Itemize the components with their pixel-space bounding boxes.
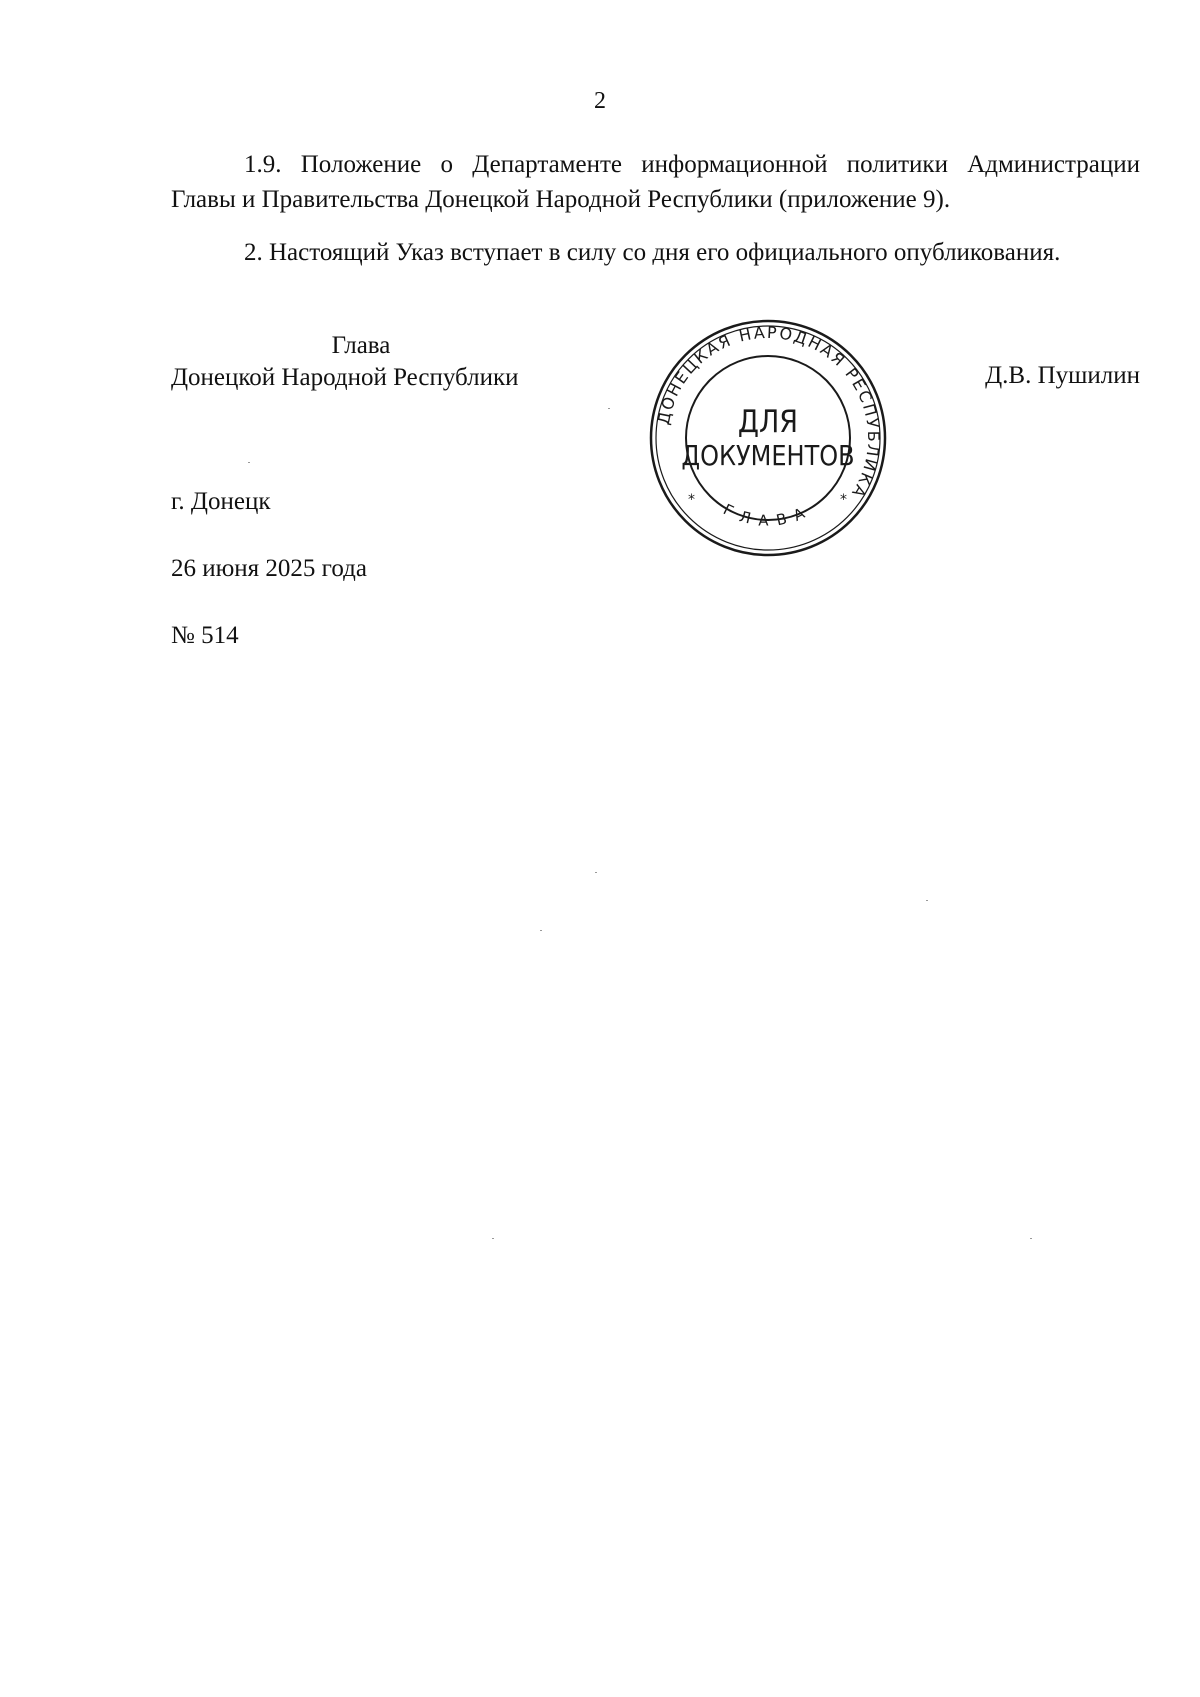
paragraph-2-line-1: 2. Настоящий Указ вступает в силу со дня его официального опубликования. <box>244 239 1061 266</box>
stamp-bottom-text: ГЛАВА <box>720 500 816 530</box>
stamp-star-left: * <box>688 492 695 508</box>
stamp-outer-text: ДОНЕЦКАЯ НАРОДНАЯ РЕСПУБЛИКА <box>653 322 884 503</box>
scan-speck <box>595 872 597 873</box>
issue-date: 26 июня 2025 года <box>171 555 367 582</box>
stamp-star-right: * <box>840 492 847 508</box>
official-seal-stamp <box>648 318 888 558</box>
stamp-center-line-1: ДЛЯ <box>737 403 799 440</box>
paragraph-1-9-line-2: Главы и Правительства Донецкой Народной Республики (приложение 9). <box>171 186 951 213</box>
scan-speck <box>248 462 250 463</box>
scan-speck <box>926 900 928 901</box>
signatory-title-line-1: Глава <box>331 332 391 359</box>
svg-text:ГЛАВА <box>720 500 815 529</box>
scan-speck <box>608 408 610 409</box>
stamp-center-line-2: ДОКУМЕНТОВ <box>681 440 855 473</box>
scan-speck <box>492 1238 494 1239</box>
scan-speck <box>1030 1238 1032 1239</box>
decree-number: № 514 <box>171 622 239 649</box>
scan-speck <box>540 930 542 931</box>
signatory-name: Д.В. Пушилин <box>985 362 1140 389</box>
issue-city: г. Донецк <box>171 488 271 515</box>
paragraph-1-9 <box>171 147 1140 217</box>
page-number: 2 <box>594 88 606 114</box>
paragraph-1-9-line-1: 1.9. Положение о Департаменте информационной политики Администрации <box>244 151 1140 178</box>
signatory-title <box>171 330 561 394</box>
signatory-title-line-2: Донецкой Народной Республики <box>171 364 519 391</box>
paragraph-2 <box>171 235 1140 270</box>
